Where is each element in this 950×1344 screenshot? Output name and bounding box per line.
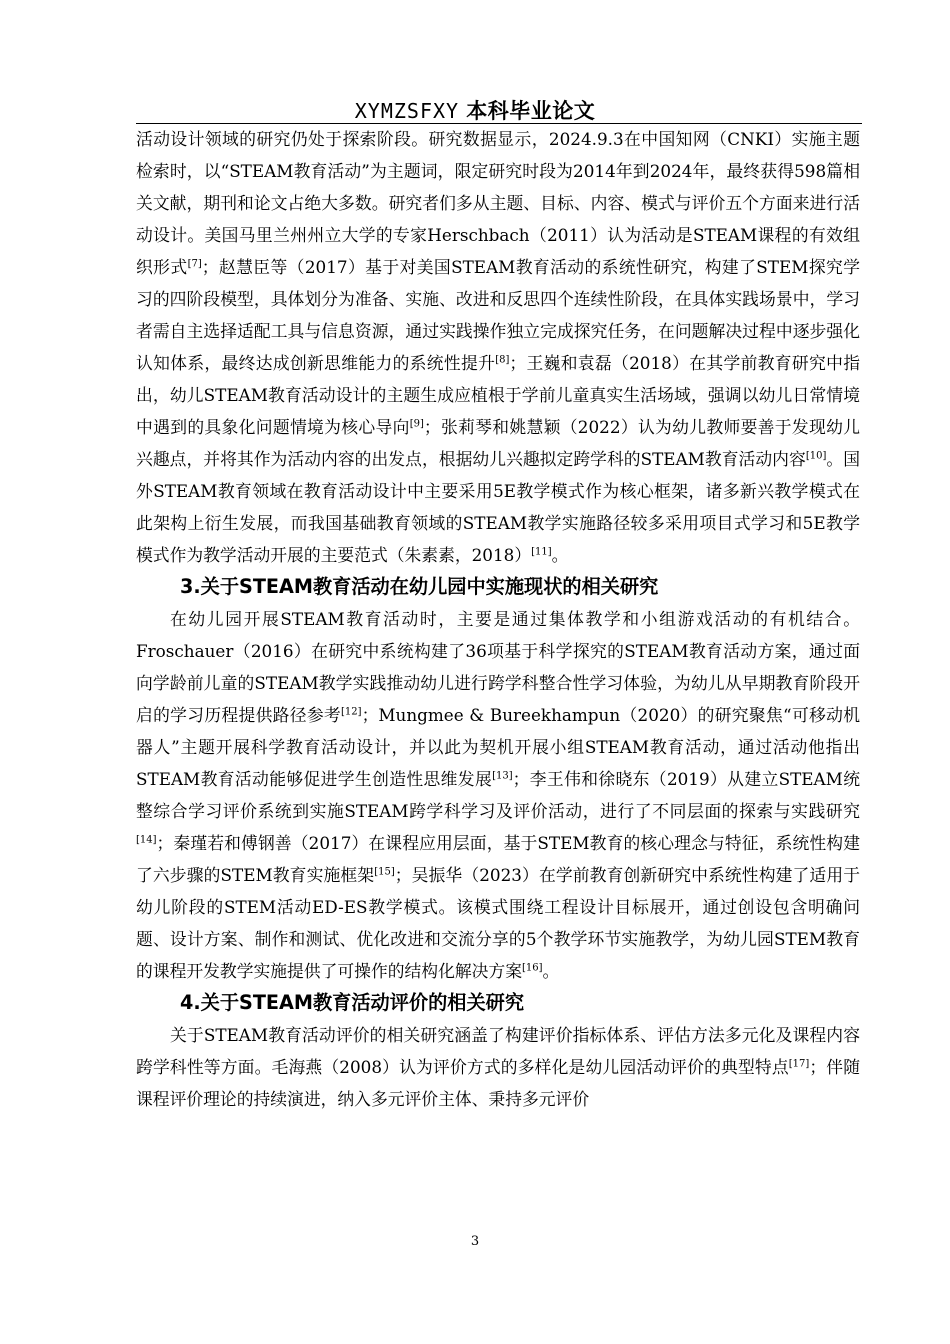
citation-16: [16] [521,962,543,974]
citation-12: [12] [341,706,362,718]
citation-15: [15] [374,866,395,878]
header-title-latin: XYMZSFXY [354,99,460,123]
header-title [0,95,950,125]
paragraph-implementation-status: 在幼儿园开展STEAM教育活动时，主要是通过集体教学和小组游戏活动的有机结合。Froschauer（2016）在研究中系统构建了36项基于科学探究的STEAM教育活动方案，通过面向学龄前儿童的STEAM教学实践推动幼儿进行跨学科整合性学习体验，为幼儿从早期教育阶段开启的学习历程提供路径参考[12]；Mungmee & Bureekhampun（2020）的研究聚焦“可移动机器人”主题开展科学教育活动设计，并以此为契机开展小组STEAM教育活动，通过活动他指出STEAM教育活动能够促进学生创造性思维发展[13]；李王伟和徐晓东（2019）从建立STEAM统整综合学习评价系统到实施STEAM跨学科学习及评价活动，进行了不同层面的探索与实践研究[14]；秦瑾若和傅钢善（2017）在课程应用层面，基于STEM教育的核心理念与特征，系统性构建了六步骤的STEM教育实施框架[15]；吴振华（2023）在学前教育创新研究中系统性构建了适用于幼儿阶段的STEM活动ED-ES教学模式。该模式围绕工程设计目标展开，通过创设包含明确问题、设计方案、制作和测试、优化改进和交流分享的5个教学环节实施教学，为幼儿园STEM教育的课程开发教学实施提供了可操作的结构化解决方案[16]。 [136,609,861,981]
page-number: 3 [470,1234,480,1249]
citation-17: [17] [788,1058,810,1070]
header-title-cn: 本科毕业论文 [466,99,596,123]
citation-13: [13] [492,770,513,782]
section-heading-3: 3.关于STEAM教育活动在幼儿园中实施现状的相关研究 [180,575,659,598]
paragraph-evaluation: 关于STEAM教育活动评价的相关研究涵盖了构建评价指标体系、评估方法多元化及课程内容跨学科性等方面。毛海燕（2008）认为评价方式的多样化是幼儿园活动评价的典型特点[17]；伴随课程评价理论的持续演进，纳入多元评价主体、秉持多元评价 [136,1025,860,1109]
section-heading-4: 4.关于STEAM教育活动评价的相关研究 [180,991,525,1014]
citation-8: [8] [495,354,510,366]
paragraph-activity-design: 活动设计领域的研究仍处于探索阶段。研究数据显示，2024.9.3在中国知网（CNKI）实施主题检索时，以“STEAM教育活动”为主题词，限定研究时段为2014年到2024年，最终获得598篇相关文献，期刊和论文占绝大多数。研究者们多从主题、目标、内容、模式与评价五个方面来进行活动设计。美国马里兰州州立大学的专家Herschbach（2011）认为活动是STEAM课程的有效组织形式[7]；赵慧臣等（2017）基于对美国STEAM教育活动的系统性研究，构建了STEM探究学习的四阶段模型，具体划分为准备、实施、改进和反思四个连续性阶段，在具体实践场景中，学习者需自主选择适配工具与信息资源，通过实践操作独立完成探究任务，在问题解决过程中逐步强化认知体系，最终达成创新思维能力的系统性提升[8]；王巍和袁磊（2018）在其学前教育研究中指出，幼儿STEAM教育活动设计的主题生成应植根于学前儿童真实生活场域，强调以幼儿日常情境中遇到的具象化问题情境为核心导向[9]；张莉琴和姚慧颖（2022）认为幼儿教师要善于发现幼儿兴趣点，并将其作为活动内容的出发点，根据幼儿兴趣拟定跨学科的STEAM教育活动内容[10]。国外STEAM教育领域在教育活动设计中主要采用5E教学模式作为核心框架，诸多新兴教学模式在此架构上衍生发展，而我国基础教育领域的STEAM教学实施路径较多采用项目式学习和5E教学模式作为教学活动开展的主要范式（朱素素，2018）[11]。 [136,129,860,565]
citation-11: [11] [531,546,552,558]
citation-14: [14] [136,834,157,846]
citation-9: [9] [409,418,424,430]
page-body [136,123,860,1115]
citation-10: [10] [805,450,827,462]
citation-7: [7] [187,258,202,270]
